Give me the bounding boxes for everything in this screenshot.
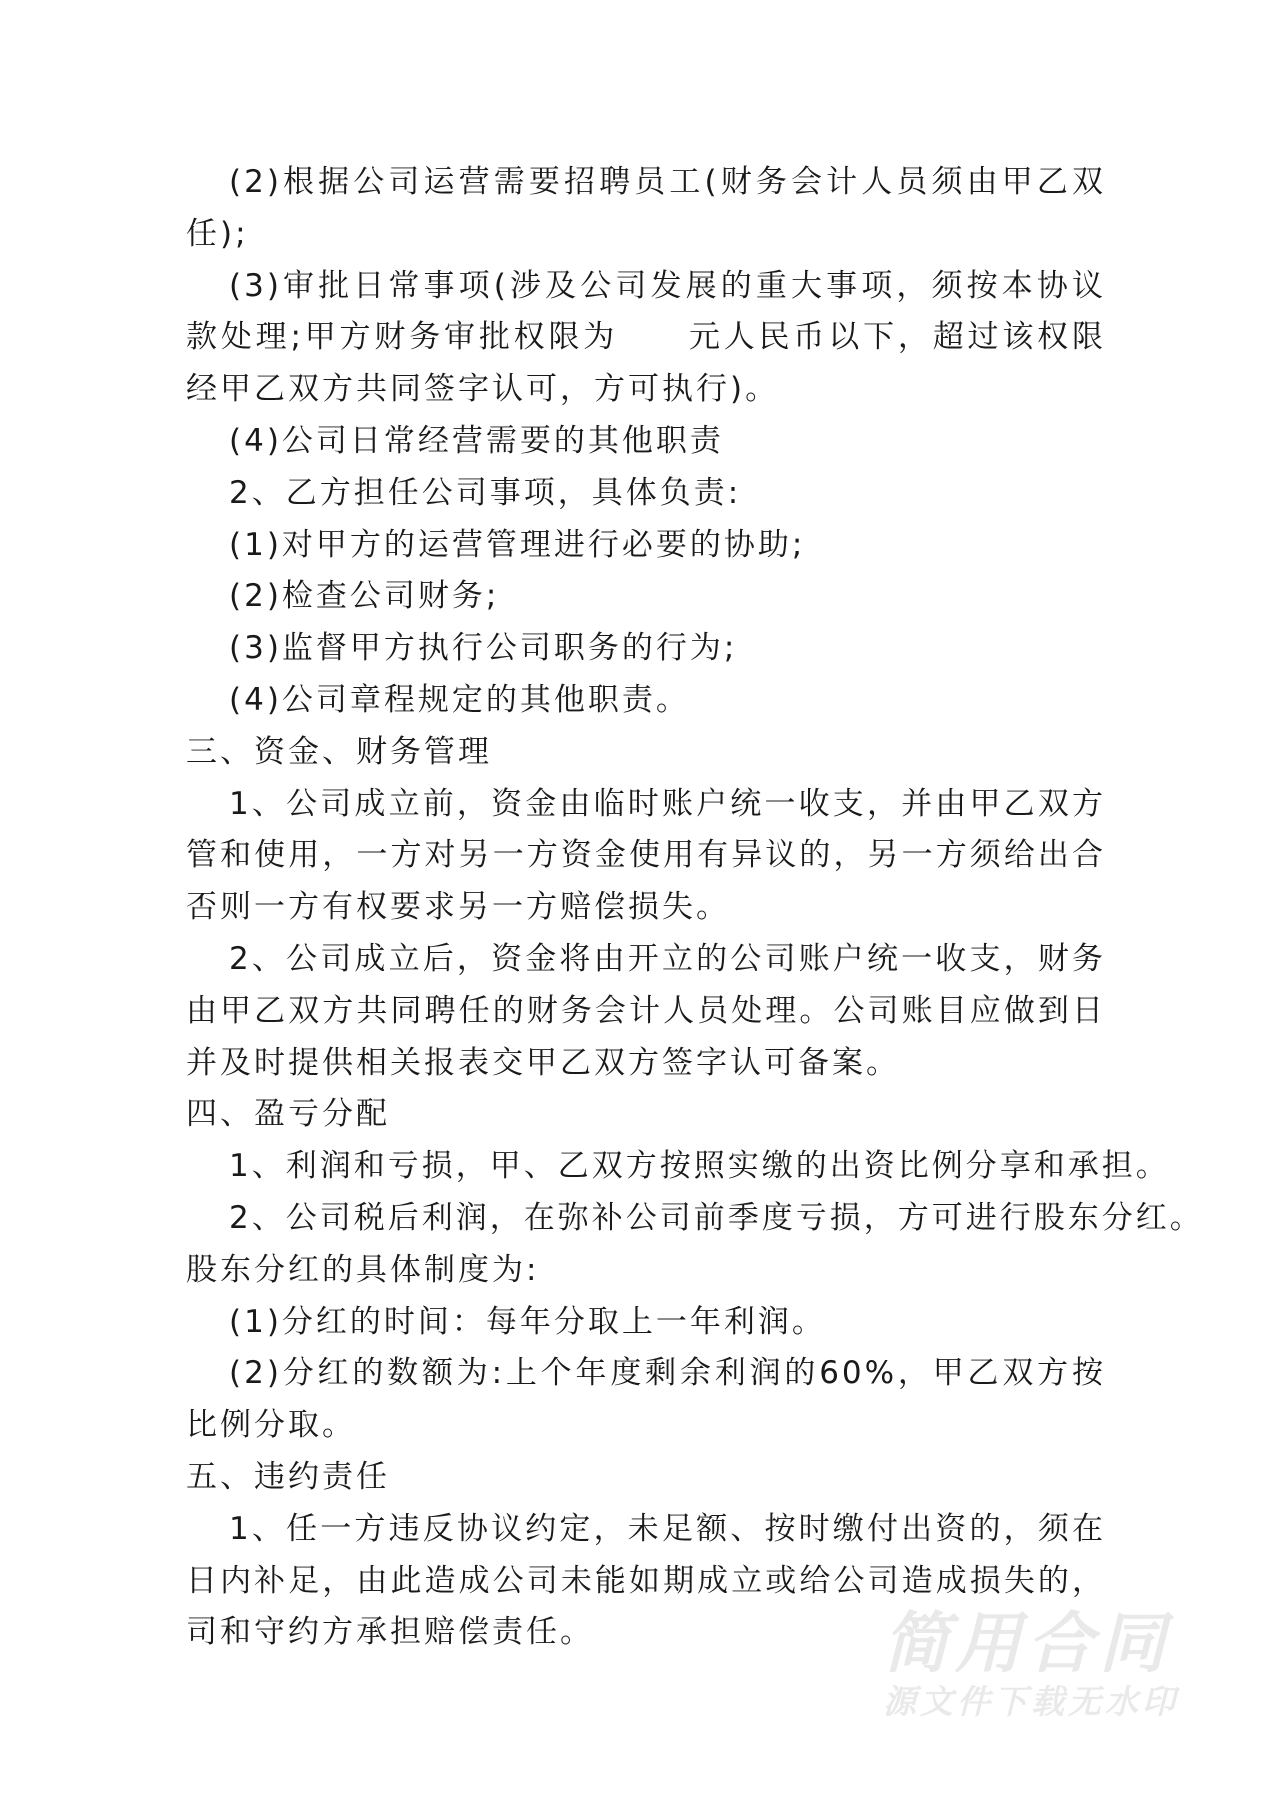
text-line: [186, 1504, 1106, 1556]
text-line: 任);: [186, 215, 249, 252]
text-line: 比例分取。: [186, 1407, 356, 1444]
text-line: (1)对甲方的运营管理进行必要的协助;: [229, 526, 806, 563]
watermark-subtitle: 源文件下载无水印: [883, 1682, 1179, 1721]
text-line: (2)根据公司运营需要招聘员工(财务会计人员须由甲乙双: [229, 164, 1106, 200]
text-line: 日内补足，由此造成公司未能如期成立或给公司造成损失的，: [186, 1562, 1106, 1599]
text-line: 2、公司税后利润，在弥补公司前季度亏损，方可进行股东分红。: [229, 1199, 1204, 1236]
text-segment: 元人民币以下，超过该权限: [688, 319, 1106, 356]
text-segment: 款处理;甲方财务审批权限为: [186, 319, 619, 356]
text-line: (3)审批日常事项(涉及公司发展的重大事项，须按本协议: [229, 267, 1106, 304]
text-segment: 1、任一方违反协议约定，未足额、按时缴付出资的，须在: [229, 1510, 1106, 1547]
text-line: 由甲乙双方共同聘任的财务会计人员处理。公司账目应做到日: [186, 992, 1106, 1029]
text-line: 1、利润和亏损，甲、乙双方按照实缴的出资比例分享和承担。: [229, 1148, 1170, 1185]
section-heading: 四、盈亏分配: [186, 1096, 390, 1133]
watermark-title: 简用合同: [883, 1605, 1171, 1682]
text-line: 并及时提供相关报表交甲乙双方签字认可备案。: [186, 1044, 900, 1081]
text-line: 2、乙方担任公司事项，具体负责:: [229, 474, 742, 511]
text-line: [186, 312, 1106, 364]
text-line: 2、公司成立后，资金将由开立的公司账户统一收支，财务: [229, 940, 1106, 977]
text-line: (2)分红的数额为:上个年度剩余利润的60%，甲乙双方按: [229, 1355, 1106, 1392]
text-line: (1)分红的时间：每年分取上一年利润。: [229, 1303, 826, 1340]
text-line: 否则一方有权要求另一方赔偿损失。: [186, 889, 730, 926]
section-heading: 三、资金、财务管理: [186, 733, 492, 770]
text-line: (3)监督甲方执行公司职务的行为;: [229, 630, 738, 667]
text-line: 管和使用，一方对另一方资金使用有异议的，另一方须给出合: [186, 837, 1106, 874]
text-line: 司和守约方承担赔偿责任。: [186, 1614, 594, 1651]
document-body: [186, 157, 1204, 1659]
section-heading: 五、违约责任: [186, 1458, 390, 1495]
text-line: (2)检查公司财务;: [229, 578, 500, 615]
text-line: (4)公司章程规定的其他职责。: [229, 681, 690, 718]
text-line: 1、公司成立前，资金由临时账户统一收支，并由甲乙双方: [229, 785, 1106, 822]
text-line: (4)公司日常经营需要的其他职责: [229, 422, 724, 459]
text-line: 经甲乙双方共同签字认可，方可执行)。: [186, 371, 780, 408]
text-line: 股东分红的具体制度为:: [186, 1251, 540, 1288]
